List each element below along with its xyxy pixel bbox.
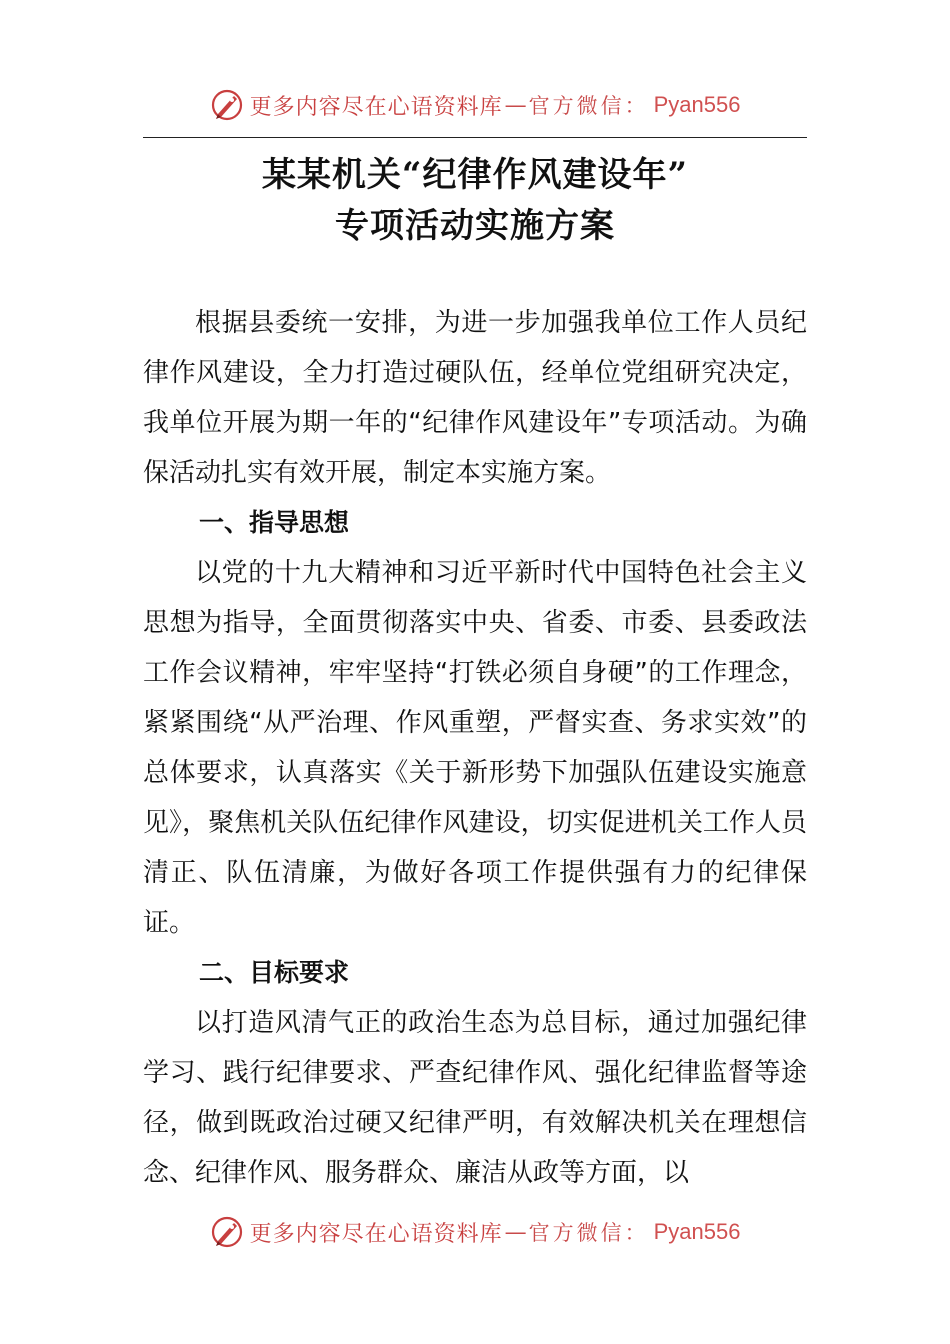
header-divider <box>143 137 807 138</box>
document-title-line1: 某某机关“纪律作风建设年” <box>261 155 689 195</box>
footer-watermark-banner <box>0 1212 950 1252</box>
section1-heading: 一、指导思想 <box>199 508 350 537</box>
pen-logo-icon <box>210 1215 244 1249</box>
section1-paragraph: 以党的十九大精神和习近平新时代中国特色社会主义思想为指导，全面贯彻落实中央、省委、市委、县委政法工作会议精神，牢牢坚持“打铁必须自身硬”的工作理念，紧紧围绕“从严治理、作风重塑，严督实查、务求实效”的总体要求，认真落实《关于新形势下加强队伍建设实施意见》，聚焦机关队伍纪律作风建设，切实促进机关工作人员清正、队伍清廉，为做好各项工作提供强有力的纪律保证。 <box>143 558 807 938</box>
watermark-colon: ： <box>624 94 646 118</box>
header-watermark-banner <box>0 85 950 125</box>
intro-paragraph: 根据县委统一安排，为进一步加强我单位工作人员纪律作风建设，全力打造过硬队伍，经单位党组研究决定，我单位开展为期一年的“纪律作风建设年”专项活动。为确保活动扎实有效开展，制定本实施方案。 <box>143 308 807 488</box>
watermark-label: 官方微信 <box>528 94 625 118</box>
section2-heading: 二、目标要求 <box>199 958 350 987</box>
watermark-separator: — <box>504 1219 527 1245</box>
section2-paragraph: 以打造风清气正的政治生态为总目标，通过加强纪律学习、践行纪律要求、严查纪律作风、强化纪律监督等途径，做到既政治过硬又纪律严明，有效解决机关在理想信念、纪律作风、服务群众、廉洁从政等方面，以 <box>143 1008 807 1188</box>
pen-logo-icon <box>210 88 244 122</box>
watermark-label: 官方微信 <box>528 1221 625 1245</box>
watermark-wechat-id: Pyan556 <box>653 1219 741 1244</box>
watermark-site-name: 更多内容尽在心语资料库 <box>249 94 503 120</box>
watermark-site-name: 更多内容尽在心语资料库 <box>249 1221 503 1247</box>
watermark-wechat-id: Pyan556 <box>653 92 741 117</box>
document-title-line2: 专项活动实施方案 <box>335 206 615 246</box>
document-body <box>143 298 807 1198</box>
watermark-colon: ： <box>624 1221 646 1245</box>
watermark-separator: — <box>504 92 527 118</box>
